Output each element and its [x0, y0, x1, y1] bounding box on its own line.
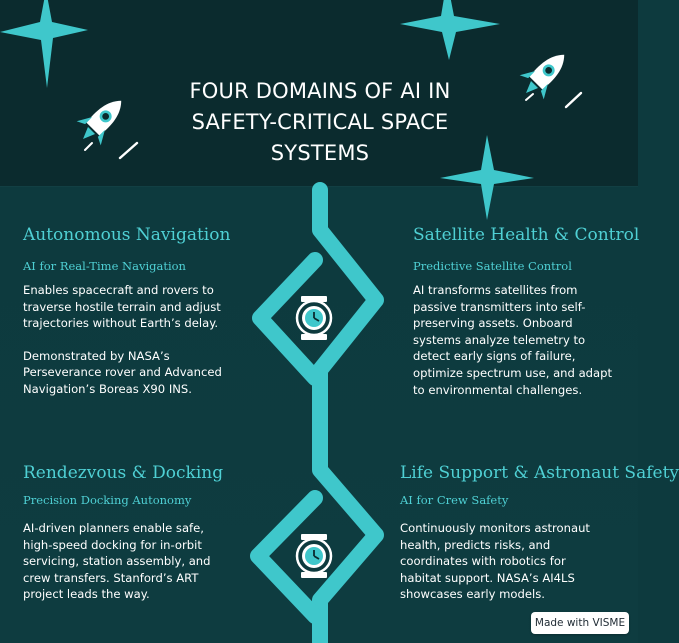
section-subheading: AI for Real-Time Navigation: [23, 259, 186, 273]
title-line: SYSTEMS: [270, 141, 370, 166]
body-paragraph: Continuously monitors astronaut health, predicts risks, and coordinates with robotics for habitat support. NASA’s AI4LS showcases early models.: [400, 521, 590, 602]
section-heading-life-support: Life Support & Astronaut Safety: [400, 463, 679, 483]
sparkle-star-icon: [400, 0, 500, 60]
section-subheading: AI for Crew Safety: [400, 493, 509, 507]
rocket-icon: [71, 89, 133, 151]
body-paragraph: Enables spacecraft and rovers to traverse hostile terrain and adjust trajectories without Earth’s delay.: [23, 283, 221, 331]
section-subheading: Predictive Satellite Control: [413, 259, 572, 273]
section-heading-rendezvous-docking: Rendezvous & Docking: [23, 463, 224, 483]
title-line: FOUR DOMAINS OF AI IN: [189, 79, 451, 104]
section-body: [413, 282, 618, 414]
title-line: SAFETY-CRITICAL SPACE: [191, 110, 449, 135]
section-heading-autonomous-navigation: Autonomous Navigation: [23, 225, 231, 245]
section-body: [23, 282, 228, 414]
body-paragraph: AI-driven planners enable safe, high-speed docking for in-orbit servicing, station assembly, and crew transfers. Stanford’s ART project leads the way.: [23, 521, 211, 602]
section-body: [23, 520, 233, 619]
body-paragraph: Demonstrated by NASA’s Perseverance rover and Advanced Navigation’s Boreas X90 INS.: [23, 348, 222, 396]
clock-icon: [297, 534, 331, 578]
body-paragraph: AI transforms satellites from passive transmitters into self-preserving assets. Onboard systems analyze telemetry to detect early signs of failure, optimize spectrum use, and adapt to environmental challenges.: [413, 283, 613, 397]
rocket-icon: [514, 43, 576, 105]
sparkle-star-icon: [0, 0, 88, 88]
section-heading-satellite-health: Satellite Health & Control: [413, 225, 640, 245]
section-subheading: Precision Docking Autonomy: [23, 493, 192, 507]
clock-icon: [297, 296, 331, 340]
section-body: [400, 520, 600, 619]
page-title: [150, 76, 490, 169]
made-with-visme-badge[interactable]: Made with VISME: [531, 612, 629, 634]
